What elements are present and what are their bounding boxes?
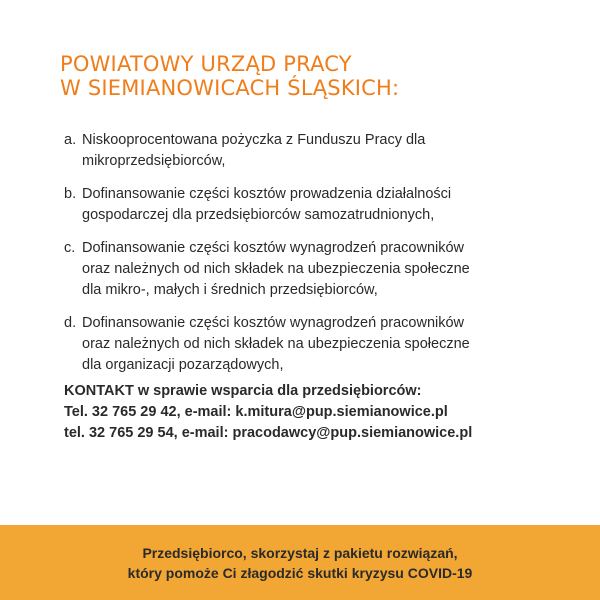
list-item-line: Dofinansowanie części kosztów wynagrodzeń pracowników bbox=[82, 240, 465, 256]
list-item-text bbox=[82, 130, 564, 172]
list-item-line: oraz należnych od nich składek na ubezpieczenia społeczne bbox=[82, 261, 470, 277]
list-item bbox=[64, 130, 564, 172]
list-item-line: oraz należnych od nich składek na ubezpieczenia społeczne bbox=[82, 336, 470, 352]
banner-line-1: Przedsiębiorco, skorzystaj z pakietu rozwiązań, bbox=[142, 544, 458, 561]
list-item-text bbox=[82, 238, 564, 301]
list-item bbox=[64, 313, 564, 376]
title-line-1: POWIATOWY URZĄD PRACY bbox=[60, 52, 352, 76]
list-marker: a. bbox=[64, 132, 77, 148]
list-item-line: dla organizacji pozarządowych, bbox=[82, 357, 284, 373]
list-item-line: dla mikro-, małych i średnich przedsiębiorców, bbox=[82, 282, 378, 298]
list-item-text bbox=[82, 313, 564, 376]
page-title bbox=[60, 52, 399, 100]
contact-line-1: Tel. 32 765 29 42, e-mail: k.mitura@pup.siemianowice.pl bbox=[64, 404, 448, 420]
list-marker: c. bbox=[64, 240, 76, 256]
list-item-line: Dofinansowanie części kosztów prowadzenia działalności bbox=[82, 186, 452, 202]
list-item-line: Dofinansowanie części kosztów wynagrodzeń pracowników bbox=[82, 315, 465, 331]
banner-line-2: który pomoże Ci złagodzić skutki kryzysu COVID-19 bbox=[127, 564, 473, 581]
contact-line-2: tel. 32 765 29 54, e-mail: pracodawcy@pup.siemianowice.pl bbox=[64, 425, 473, 441]
contact-block bbox=[64, 381, 564, 444]
list-item-line: mikroprzedsiębiorców, bbox=[82, 153, 226, 169]
list-marker: b. bbox=[64, 186, 77, 202]
bottom-banner bbox=[0, 525, 600, 600]
list-item bbox=[64, 238, 564, 301]
contact-heading: KONTAKT w sprawie wsparcia dla przedsiębiorców: bbox=[64, 383, 422, 399]
list-item-line: Niskooprocentowana pożyczka z Funduszu Pracy dla bbox=[82, 132, 426, 148]
list-item bbox=[64, 184, 564, 226]
list-item-line: gospodarczej dla przedsiębiorców samozatrudnionych, bbox=[82, 207, 435, 223]
support-list bbox=[64, 130, 564, 388]
title-line-2: W SIEMIANOWICACH ŚLĄSKICH: bbox=[60, 76, 400, 100]
list-marker: d. bbox=[64, 315, 77, 331]
list-item-text bbox=[82, 184, 564, 226]
